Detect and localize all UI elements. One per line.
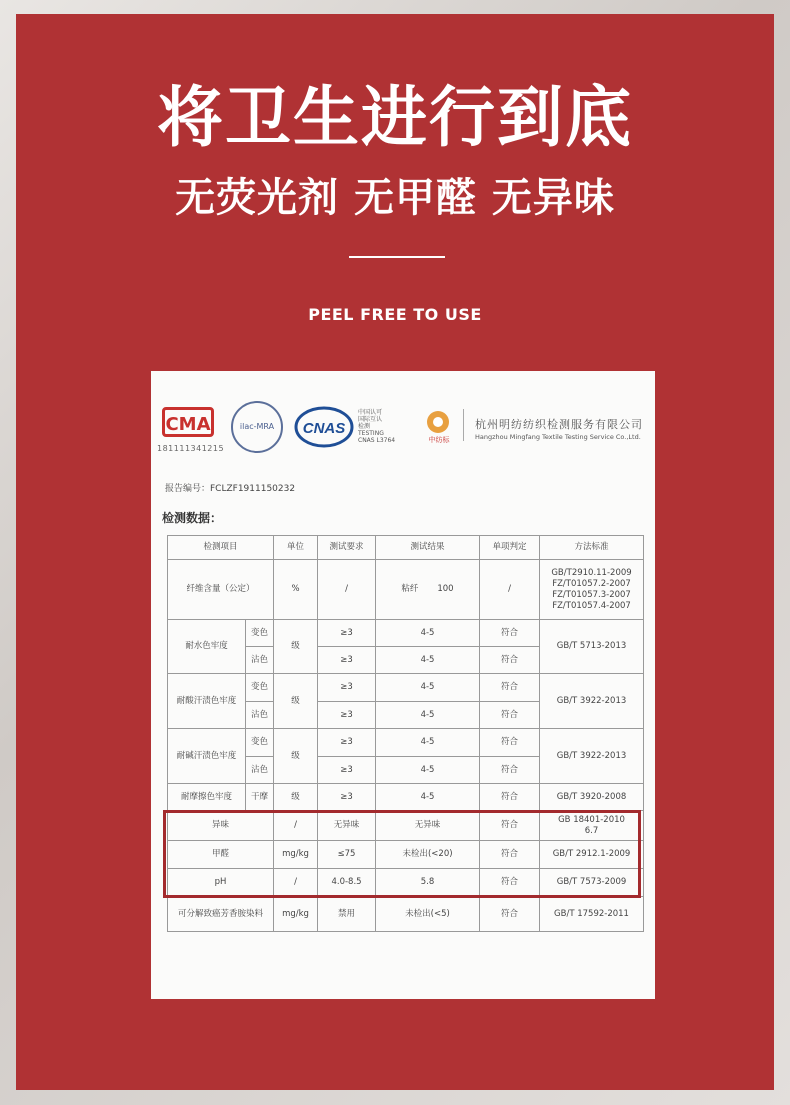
cma-number: 181111341215 bbox=[157, 444, 225, 453]
cnas-caption: 中国认可 国际互认 检测 TESTING CNAS L3764 bbox=[358, 409, 396, 444]
tagline: PEEL FREE TO USE bbox=[308, 305, 482, 324]
cma-logo: CMA bbox=[162, 407, 214, 437]
org-name-cn: 杭州明纺纺织检测服务有限公司 bbox=[475, 418, 643, 431]
test-report-document bbox=[151, 371, 655, 999]
header-judgement: 单项判定 bbox=[480, 536, 540, 560]
table-row: 甲醛 mg/kg ≤75 未检出(<20) 符合 GB/T 2912.1-2009 bbox=[168, 841, 644, 869]
header-unit: 单位 bbox=[274, 536, 318, 560]
report-number: 报告编号：FCLZF1911150232 bbox=[165, 484, 296, 494]
table-row: pH / 4.0-8.5 5.8 符合 GB/T 7573-2009 bbox=[168, 869, 644, 897]
table-row: 可分解致癌芳香胺染料 mg/kg 禁用 未检出(<5) 符合 GB/T 17592-2011 bbox=[168, 897, 644, 932]
ctt-label: 中纺标 bbox=[428, 436, 450, 444]
header-result: 测试结果 bbox=[376, 536, 480, 560]
header-standard: 方法标准 bbox=[540, 536, 644, 560]
headline: 将卫生进行到底 bbox=[157, 79, 633, 156]
cnas-logo-text: CNAS bbox=[302, 420, 346, 437]
table-row: 耐碱汗渍色牢度 变色 级 ≥3 4-5 符合 GB/T 3922-2013 bbox=[168, 729, 644, 757]
table-header-row bbox=[168, 536, 644, 560]
ctt-emblem-icon bbox=[425, 409, 451, 435]
org-name-en: Hangzhou Mingfang Textile Testing Service Co.,Ltd. bbox=[475, 433, 641, 441]
table-row: 耐酸汗渍色牢度 变色 级 ≥3 4-5 符合 GB/T 3922-2013 bbox=[168, 674, 644, 702]
table-row: 沾色 ≥3 4-5 符合 bbox=[168, 702, 644, 729]
table-row: 耐水色牢度 变色 级 ≥3 4-5 符合 GB/T 5713-2013 bbox=[168, 620, 644, 647]
table-row: 沾色 ≥3 4-5 符合 bbox=[168, 647, 644, 674]
table-row: 纤维含量（公定） % / 粘纤 100 / GB/T2910.11-2009 FZ/T01057.2-2007 FZ/T01057.3-2007 FZ/T01057.4-2007 bbox=[168, 560, 644, 620]
table-row: 异味 / 无异味 无异味 符合 GB 18401-2010 6.7 bbox=[168, 811, 644, 841]
ilac-mra-logo: ilac-MRA bbox=[231, 401, 283, 453]
logo-separator bbox=[463, 409, 464, 441]
section-title: 检测数据： bbox=[162, 511, 223, 525]
subline: 无荧光剂 无甲醛 无异味 bbox=[175, 175, 615, 221]
header-requirement: 测试要求 bbox=[318, 536, 376, 560]
header-item: 检测项目 bbox=[168, 536, 274, 560]
table-row: 耐摩擦色牢度 干摩 级 ≥3 4-5 符合 GB/T 3920-2008 bbox=[168, 784, 644, 811]
cnas-logo bbox=[294, 405, 354, 449]
table-row: 沾色 ≥3 4-5 符合 bbox=[168, 757, 644, 784]
divider-line bbox=[349, 256, 445, 258]
test-data-table bbox=[167, 535, 644, 932]
